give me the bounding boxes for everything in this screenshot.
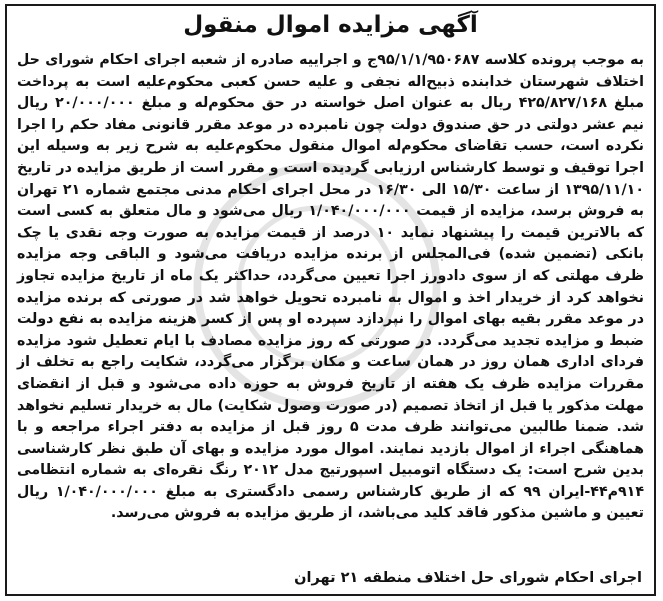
notice-body-text: به موجب پرونده کلاسه ۹۵/۱/۱/۹۵۰۶۸۷ج و اجراییه صادره از شعبه اجرای احکام شورای حل اختلاف شهرستان خدابنده ذبیح‌اله نجفی و علیه حسن کعبی محکوم‌علیه است به پرداخت مبلغ ۴۲۵/۸۲۷/۱۶۸ ریال به عنوان اصل خواسته در حق محکوم‌له و مبلغ ۲۰/۰۰۰/۰۰۰ ریال نیم عشر دولتی در حق صندوق دولت چون نامبرده در موعد مقرر قانونی مفاد حکم را اجرا نکرده است، حسب تقاضای محکوم‌له اموال منقول محکوم‌علیه به شرح زیر به وسیله این اجرا توقیف و توسط کارشناس ارزیابی گردیده است و مقرر است از طریق مزایده در تاریخ ۱۳۹۵/۱۱/۱۰ از ساعت ۱۵/۳۰ الی ۱۶/۳۰ در محل اجرای احکام مدنی مجتمع شماره ۲۱ تهران به فروش برسد، مزایده از قیمت ۱/۰۴۰/۰۰۰/۰۰۰ ریال می‌شود و مال متعلق به کسی است که بالاترین قیمت را پیشنهاد نماید ۱۰ درصد از قیمت مزایده به صورت وجه نقدی یا چک بانکی (تضمین شده) فی‌المجلس از برنده مزایده دریافت می‌شود و الباقی وجه مزایده ظرف مهلتی که از سوی دادورز اجرا تعیین می‌گردد، حداکثر یک ماه از تاریخ مزایده تجاوز نخواهد کرد از خریدار اخذ و اموال به نامبرده تحویل خواهد شد در صورتی که برنده مزایده در موعد مقرر بقیه بهای اموال را نپردازد سپرده او پس از کسر هزینه مزایده به نفع دولت ضبط و مزایده تجدید می‌گردد. در صورتی که روز مزایده مصادف با ایام تعطیل شود مزایده فردای اداری همان روز در همان ساعت و مکان برگزار می‌گردد، شکایت راجع به تخلف از مقررات مزایده ظرف یک هفته از تاریخ فروش به حوزه داده می‌شود و قبل از انقضای مهلت مذکور یا قبل از اتخاذ تصمیم (در صورت وصول شکایت) مال به خریدار تسلیم نخواهد شد. ضمنا طالبین می‌توانند ظرف مدت ۵ روز قبل از مزایده به دفتر اجراء مراجعه و با هماهنگی اجراء از اموال بازدید نمایند. اموال مورد مزایده و بهای آن طبق نظر کارشناسی بدین شرح است: یک دستگاه اتومبیل اسپورتیج مدل ۲۰۱۲ رنگ نقره‌ای به شماره انتظامی ۹۱۴م۴۴-ایران ۹۹ که از طریق کارشناس رسمی دادگستری به مبلغ ۱/۰۴۰/۰۰۰/۰۰۰ ریال تعیین و ماشین مذکور فاقد کلید می‌باشد، از طریق مزایده به فروش می‌رسد. [17, 52, 645, 522]
notice-body [17, 50, 644, 525]
notice-title: آگهی مزایده اموال منقول [183, 12, 478, 38]
notice-signature: اجرای احکام شورای حل اختلاف منطقه ۲۱ تهران [294, 570, 642, 586]
notice-frame [5, 4, 656, 596]
